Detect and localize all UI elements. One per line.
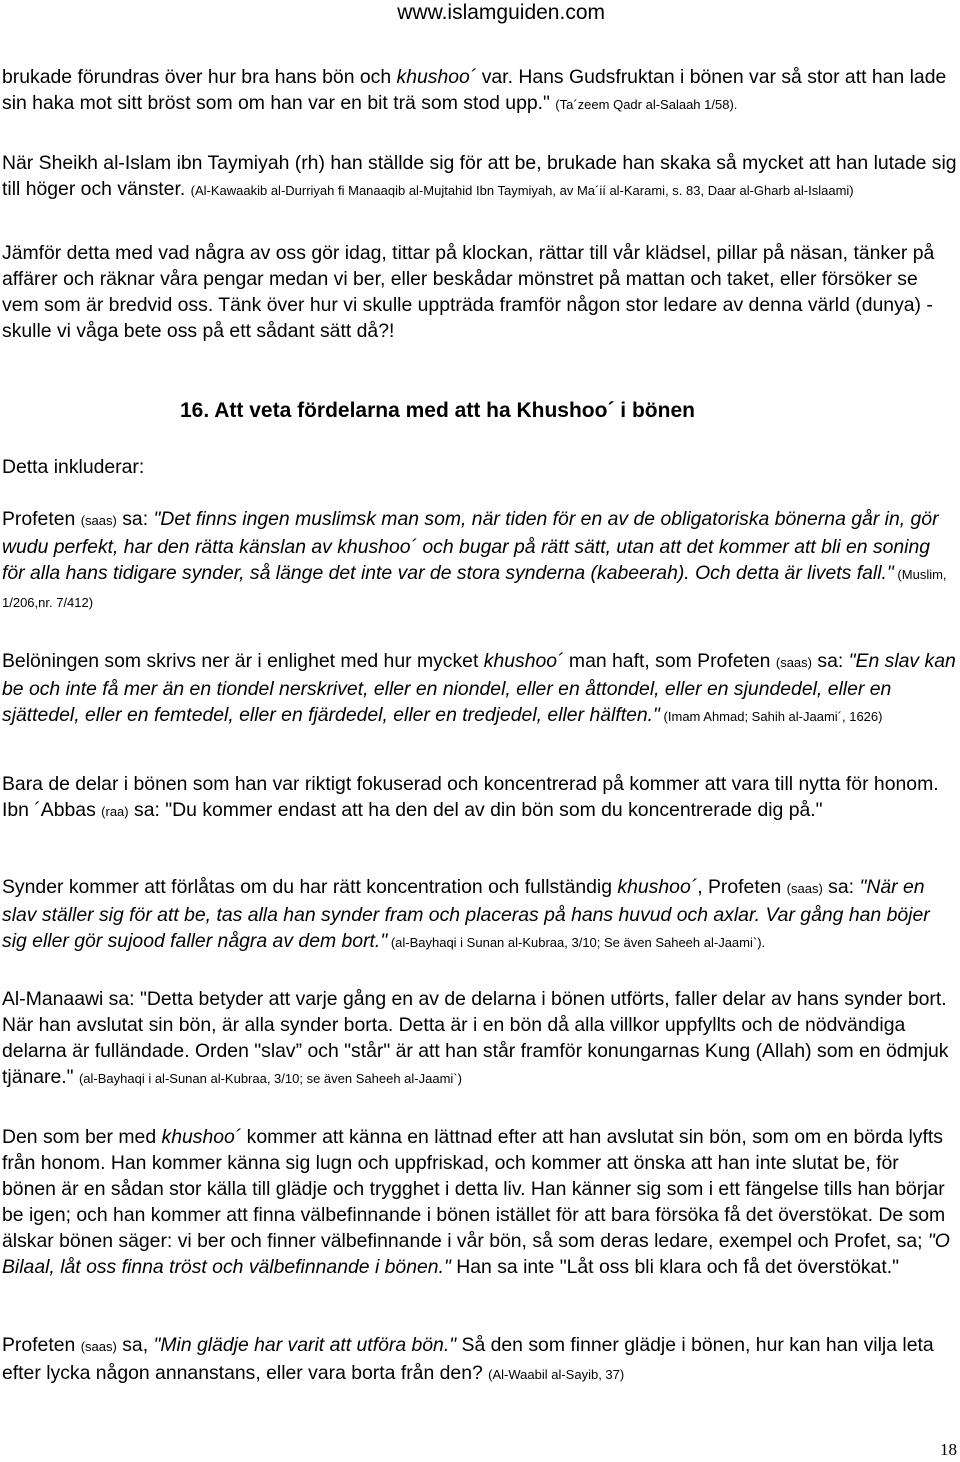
- citation: (Imam Ahmad; Sahih al-Jaami´, 1626): [659, 709, 883, 724]
- paragraph-5: Belöningen som skrivs ner är i enlighet med hur mycket khushoo´ man haft, som Profeten (saas) sa: "En slav kan be och inte få mer än en tiondel nerskrivet, eller en niondel, eller en åttondel, eller en sjundedel, eller en sjättedel, eller en femtedel, eller en fjärdedel, eller en tredjedel, eller hälften." (Imam Ahmad; Sahih al-Jaami´, 1626): [2, 650, 956, 726]
- citation: (Ta´zeem Qadr al-Salaah 1/58).: [555, 97, 738, 112]
- hadith-quote: "Min glädje har varit att utföra bön.": [153, 1334, 457, 1356]
- section-heading: 16. Att veta fördelarna med att ha Khushoo´ i bönen: [180, 399, 695, 422]
- header-site-url: www.islamguiden.com: [397, 1, 605, 24]
- paragraph-2: När Sheikh al-Islam ibn Taymiyah (rh) han ställde sig för att be, brukade han skaka så mycket att han lutade sig till höger och vänster. (Al-Kawaakib al-Durriyah fi Manaaqib al-Mujtahid Ibn Taymiyah, av Ma´ií al-Karami, s. 83, Daar al-Gharb al-Islaami): [2, 152, 957, 200]
- citation: (Al-Waabil al-Sayib, 37): [488, 1367, 625, 1382]
- citation: (al-Bayhaqi i Sunan al-Kubraa, 3/10; Se även Saheeh al-Jaami`).: [387, 935, 766, 950]
- page-header: [0, 0, 960, 26]
- page-number: 18: [940, 1440, 957, 1459]
- paragraph-9: Den som ber med khushoo´ kommer att känna en lättnad efter att han avslutat sin bön, som om en börda lyfts från honom. Han kommer känna sig lugn och uppfriskad, och kommer att önska att han inte slutat be, för bönen är en sådan stor källa till glädje och trygghet i detta liv. Han känner sig som i ett fängelse tills han börjar be igen; och han kommer att finna välbefinnande i bönen istället för att bara försöka få det överstökat. De som älskar bönen säger: vi ber och finner välbefinnande i vår bön, så som deras ledare, exempel och Profet, sa; "O Bilaal, låt oss finna tröst och välbefinnande i bönen." Han sa inte "Låt oss bli klara och få det överstökat.": [2, 1126, 950, 1278]
- citation: (al-Bayhaqi i al-Sunan al-Kubraa, 3/10; se även Saheeh al-Jaami`): [78, 1071, 462, 1086]
- paragraph-6: Bara de delar i bönen som han var riktigt fokuserad och koncentrerad på kommer att vara till nytta för honom. Ibn ´Abbas (raa) sa: "Du kommer endast att ha den del av din bön som du koncentrerade dig på.": [2, 773, 939, 821]
- hadith-quote: "När en slav ställer sig för att be, tas alla han synder fram och placeras på hans huvud och axlar. Var gång han böjer sig eller gör sujood faller några av dem bort.": [2, 876, 930, 952]
- citation: (Muslim, 1/206,nr. 7/412): [2, 567, 947, 610]
- paragraph-7: Synder kommer att förlåtas om du har rätt koncentration och fullständig khushoo´, Profeten (saas) sa: "När en slav ställer sig för att be, tas alla han synder fram och placeras på hans huvud och axlar. Var gång han böjer sig eller gör sujood faller några av dem bort." (al-Bayhaqi i Sunan al-Kubraa, 3/10; Se även Saheeh al-Jaami`).: [2, 876, 930, 952]
- section-intro-label: Detta inkluderar:: [2, 456, 145, 478]
- paragraph-10: Profeten (saas) sa, "Min glädje har varit att utföra bön." Så den som finner glädje i bönen, hur kan han vilja leta efter lycka någon annanstans, eller vara borta från den? (Al-Waabil al-Sayib, 37): [2, 1334, 934, 1384]
- paragraph-1: brukade förundras över hur bra hans bön och khushoo´ var. Hans Gudsfruktan i bönen var så stor att han lade sin haka mot sitt bröst som om han var en bit trä som stod upp." (Ta´zeem Qadr al-Salaah 1/58).: [2, 66, 947, 114]
- paragraph-8: Al-Manaawi sa: "Detta betyder att varje gång en av de delarna i bönen utförts, faller delar av hans synder bort. När han avslutat sin bön, är alla synder borta. Detta är i en bön då alla villkor uppfyllts och de nödvändiga delarna är fulländade. Orden "slav” och "står" är att han står framför konungarnas Kung (Allah) som en ödmjuk tjänare." (al-Bayhaqi i al-Sunan al-Kubraa, 3/10; se även Saheeh al-Jaami`): [2, 988, 949, 1088]
- paragraph-3: Jämför detta med vad några av oss gör idag, tittar på klockan, rättar till vår klädsel, pillar på näsan, tänker på affärer och räknar våra pengar medan vi ber, eller beskådar mönstret på mattan och taket, eller försöker se vem som är bredvid oss. Tänk över hur vi skulle uppträda framför någon stor ledare av denna värld (dunya) -skulle vi våga bete oss på ett sådant sätt då?!: [2, 242, 935, 342]
- hadith-quote: "O Bilaal, låt oss finna tröst och välbefinnande i bönen.": [2, 1230, 950, 1278]
- hadith-quote: "Det finns ingen muslimsk man som, när tiden för en av de obligatoriska bönerna går in, gör wudu perfekt, har den rätta känslan av khushoo´ och bugar på rätt sätt, utan att det kommer att bli en soning för alla hans tidigare synder, så länge det inte var de stora synderna (kabeerah). Och detta är livets fall.": [2, 508, 939, 584]
- hadith-quote: "En slav kan be och inte få mer än en tiondel nerskrivet, eller en niondel, eller en åttondel, eller en sjundedel, eller en sjättedel, eller en femtedel, eller en fjärdedel, eller en tredjedel, eller hälften.": [2, 650, 956, 726]
- citation: (Al-Kawaakib al-Durriyah fi Manaaqib al-Mujtahid Ibn Taymiyah, av Ma´ií al-Karami, s. 83, Daar al-Gharb al-Islaami): [190, 183, 854, 198]
- paragraph-4: Profeten (saas) sa: "Det finns ingen muslimsk man som, när tiden för en av de obligatoriska bönerna går in, gör wudu perfekt, har den rätta känslan av khushoo´ och bugar på rätt sätt, utan att det kommer att bli en soning för alla hans tidigare synder, så länge det inte var de stora synderna (kabeerah). Och detta är livets fall." (Muslim, 1/206,nr. 7/412): [2, 508, 947, 610]
